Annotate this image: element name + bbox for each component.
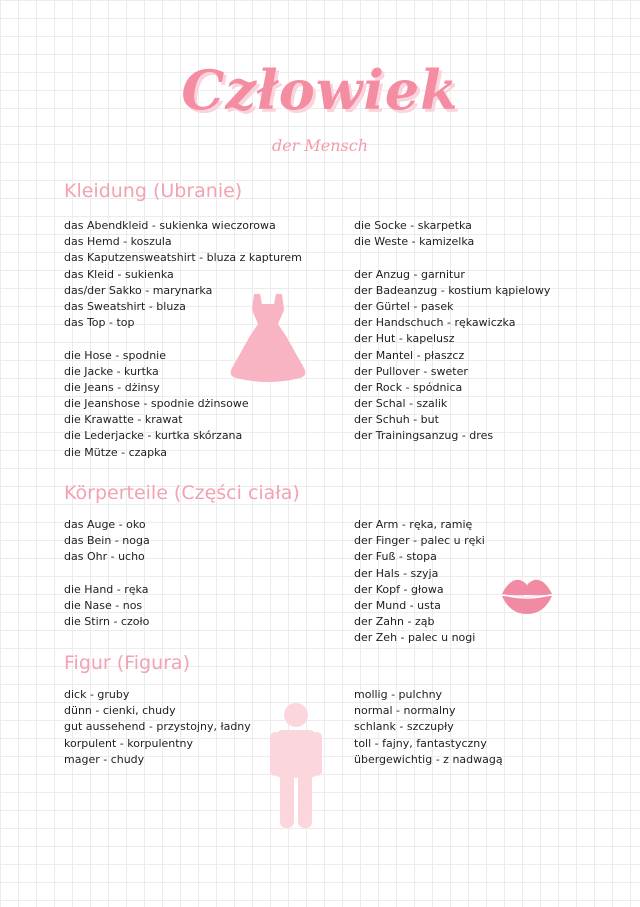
vocab-entry: die Hand - ręka	[64, 582, 149, 596]
vocab-entry: der Finger - palec u ręki	[354, 534, 485, 548]
vocab-entry: der Kopf - głowa	[354, 582, 444, 596]
vocab-entry: dick - gruby	[64, 688, 130, 701]
dress-icon	[224, 290, 312, 386]
list-spacer	[64, 566, 354, 582]
vocab-entry: der Rock - spódnica	[354, 380, 463, 394]
vocab-entry: das Kaputzensweatshirt - bluza z kapturem	[64, 251, 302, 265]
vocab-entry: der Hals - szyja	[354, 566, 439, 580]
vocab-entry: die Hose - spodnie	[64, 348, 166, 362]
vocab-entry: der Fuß - stopa	[354, 550, 437, 564]
vocab-entry: der Mund - usta	[354, 598, 441, 612]
vocab-entry: schlank - szczupły	[354, 720, 454, 734]
vocab-entry: der Zahn - ząb	[354, 615, 435, 629]
clothing-list-right	[354, 218, 640, 445]
lips-icon	[500, 574, 554, 616]
vocab-entry: die Weste - kamizelka	[354, 235, 475, 249]
vocab-entry: das Kleid - sukienka	[64, 267, 174, 281]
vocab-entry: übergewichtig - z nadwagą	[354, 752, 503, 766]
vocab-entry: die Lederjacke - kurtka skórzana	[64, 429, 243, 443]
vocab-entry: die Jeanshose - spodnie dżinsowe	[64, 397, 249, 411]
page-subtitle: der Mensch	[271, 136, 369, 155]
vocab-entry: der Schal - szalik	[354, 397, 448, 411]
vocab-entry: die Jacke - kurtka	[64, 364, 159, 378]
section-heading-clothing: Kleidung (Ubranie)	[64, 180, 243, 202]
page-title: Człowiek	[181, 58, 459, 122]
vocab-entry: der Pullover - sweter	[354, 364, 468, 378]
vocab-entry: der Badeanzug - kostium kąpielowy	[354, 283, 551, 297]
body-parts-list-left	[64, 517, 354, 630]
vocab-entry: gut aussehend - przystojny, ładny	[64, 720, 251, 734]
vocab-entry: der Arm - ręka, ramię	[354, 518, 473, 531]
vocab-entry: normal - normalny	[354, 704, 456, 718]
vocab-entry: toll - fajny, fantastyczny	[354, 736, 487, 750]
body-parts-list-right	[354, 517, 640, 647]
vocab-entry: die Nase - nos	[64, 598, 143, 612]
vocab-entry: die Jeans - dżinsy	[64, 380, 160, 394]
vocab-entry: das Top - top	[64, 316, 135, 330]
vocab-entry: der Trainingsanzug - dres	[354, 429, 494, 443]
vocab-entry: die Socke - skarpetka	[354, 219, 472, 232]
vocab-entry: die Mütze - czapka	[64, 445, 168, 459]
vocab-entry: das Bein - noga	[64, 534, 150, 548]
vocab-entry: der Mantel - płaszcz	[354, 348, 465, 362]
vocab-entry: das Hemd - koszula	[64, 235, 172, 249]
vocab-entry: der Schuh - but	[354, 413, 439, 427]
vocab-entry: korpulent - korpulentny	[64, 736, 194, 750]
list-spacer	[354, 250, 640, 266]
vocab-entry: der Hut - kapelusz	[354, 332, 455, 346]
vocab-entry: mollig - pulchny	[354, 688, 443, 701]
vocab-entry: mager - chudy	[64, 752, 145, 766]
person-icon	[268, 702, 324, 830]
vocab-entry: die Stirn - czoło	[64, 615, 150, 629]
figure-list-right	[354, 687, 640, 768]
vocab-entry: dünn - cienki, chudy	[64, 704, 176, 718]
vocab-entry: das Ohr - ucho	[64, 550, 145, 564]
vocab-entry: die Krawatte - krawat	[64, 413, 183, 427]
vocab-entry: der Anzug - garnitur	[354, 267, 465, 281]
section-heading-figure: Figur (Figura)	[64, 652, 190, 674]
vocab-entry: der Zeh - palec u nogi	[354, 631, 476, 645]
vocab-entry: das Sweatshirt - bluza	[64, 299, 186, 313]
vocab-entry: das Auge - oko	[64, 518, 146, 531]
vocab-entry: das/der Sakko - marynarka	[64, 283, 213, 297]
vocab-entry: der Handschuch - rękawiczka	[354, 316, 516, 330]
vocab-entry: das Abendkleid - sukienka wieczorowa	[64, 219, 276, 232]
vocab-entry: der Gürtel - pasek	[354, 299, 454, 313]
section-heading-body-parts: Körperteile (Części ciała)	[64, 482, 300, 504]
